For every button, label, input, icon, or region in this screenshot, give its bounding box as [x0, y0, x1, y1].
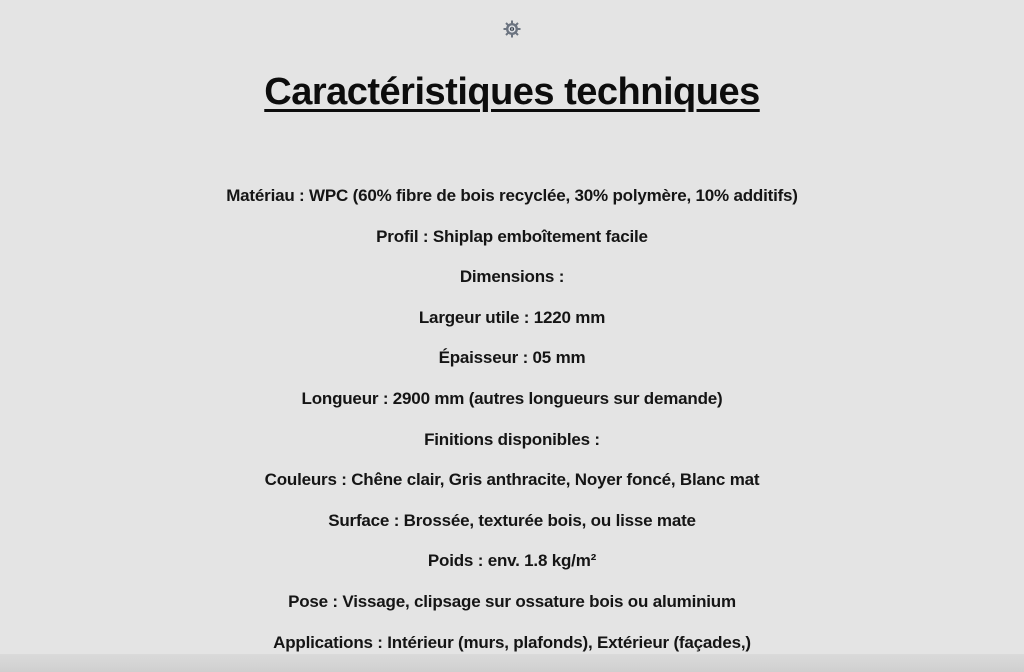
page-title: Caractéristiques techniques — [264, 71, 760, 113]
gear-logo-icon — [503, 20, 521, 38]
spec-material: Matériau : WPC (60% fibre de bois recyclée, 30% polymère, 10% additifs) — [226, 186, 798, 205]
spec-finishes-heading: Finitions disponibles : — [424, 429, 600, 449]
spec-weight: Poids : env. 1.8 kg/m² — [427, 551, 597, 571]
spec-thickness: Épaisseur : 05 mm — [438, 348, 586, 368]
bottom-bar — [0, 654, 1024, 672]
spec-applications: Applications : Intérieur (murs, plafonds), Extérieur (façades,) — [273, 632, 751, 652]
spec-length: Longueur : 2900 mm (autres longueurs sur demande) — [301, 388, 723, 408]
spec-installation: Pose : Vissage, clipsage sur ossature bois ou aluminium — [288, 591, 736, 611]
specs-list — [0, 182, 1024, 669]
spec-profile: Profil : Shiplap emboîtement facile — [376, 226, 648, 246]
spec-surface: Surface : Brossée, texturée bois, ou lisse mate — [328, 510, 696, 530]
spec-dimensions-heading: Dimensions : — [459, 267, 565, 287]
spec-width: Largeur utile : 1220 mm — [418, 307, 606, 327]
spec-colors: Couleurs : Chêne clair, Gris anthracite, Noyer foncé, Blanc mat — [264, 470, 760, 490]
